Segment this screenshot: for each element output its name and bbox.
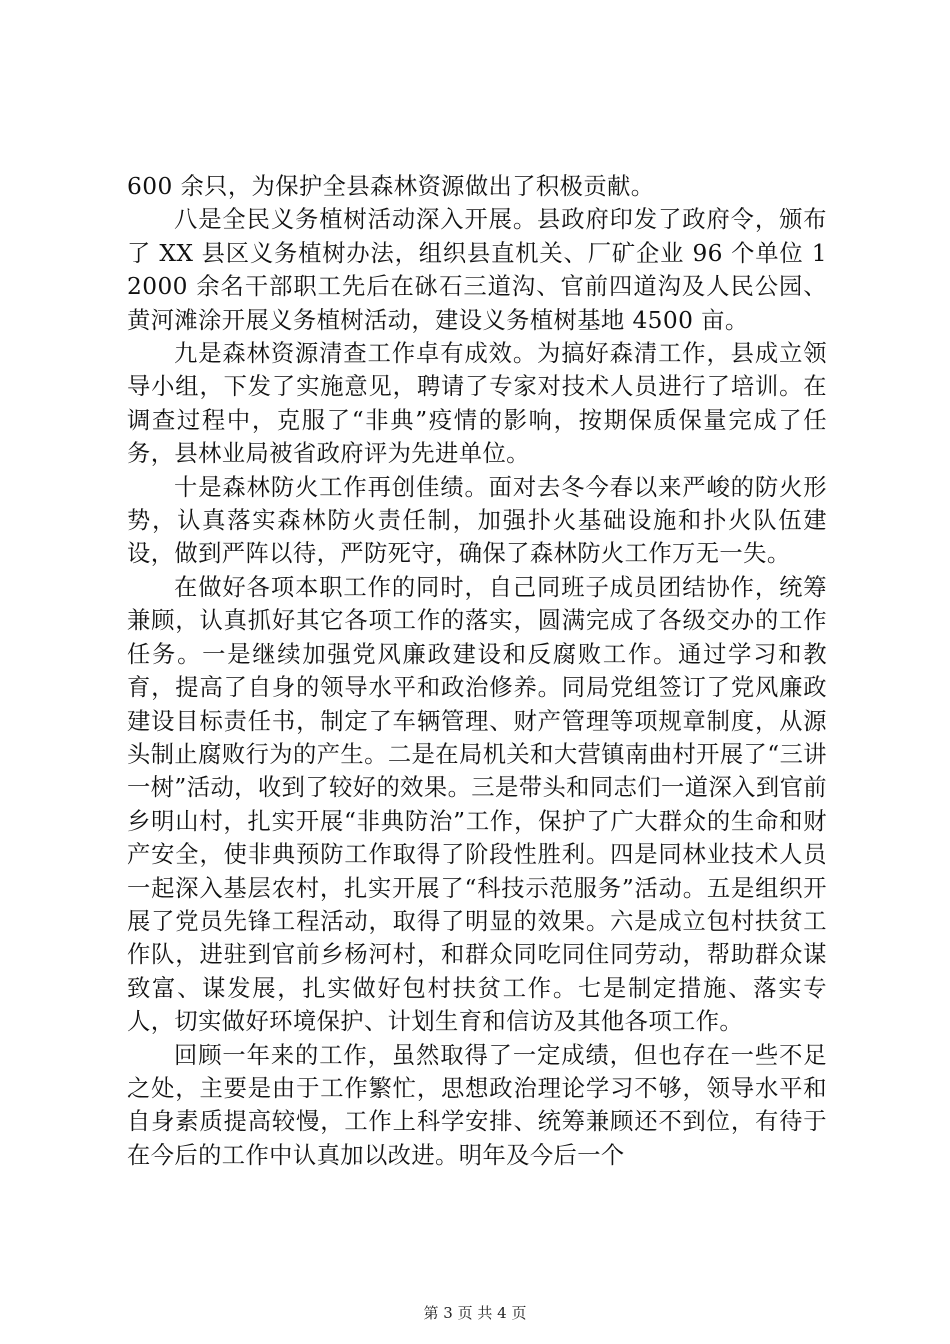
paragraph-other-work: 在做好各项本职工作的同时，自己同班子成员团结协作，统筹兼顾，认真抓好其它各项工作的落实，圆满完成了各级交办的工作任务。一是继续加强党风廉政建设和反腐败工作。通过学习和教育，提高了自身的领导水平和政治修养。同局党组签订了党风廉政建设目标责任书，制定了车辆管理、财产管理等项规章制度，从源头制止腐败行为的产生。二是在局机关和大营镇南曲村开展了“三讲一树”活动，收到了较好的效果。三是带头和同志们一道深入到官前乡明山村，扎实开展“非典防治”工作，保护了广大群众的生命和财产安全，使非典预防工作取得了阶段性胜利。四是同林业技术人员一起深入基层农村，扎实开展了“科技示范服务”活动。五是组织开展了党员先锋工程活动，取得了明显的效果。六是成立包村扶贫工作队，进驻到官前乡杨河村，和群众同吃同住同劳动，帮助群众谋致富、谋发展，扎实做好包村扶贫工作。七是制定措施、落实专人，切实做好环境保护、计划生育和信访及其他各项工作。 xyxy=(127,573,827,1036)
paragraph-tree-planting: 八是全民义务植树活动深入开展。县政府印发了政府令，颁布了 XX 县区义务植树办法，组织县直机关、厂矿企业 96 个单位 12000 余名干部职工先后在砯石三道沟、官前四道沟及人民公园、黄河滩涂开展义务植树活动，建设义务植树基地 4500 亩。 xyxy=(127,206,827,334)
paragraph-continuation: 600 余只，为保护全县森林资源做出了积极贡献。 xyxy=(127,173,655,200)
paragraph-forest-inventory: 九是森林资源清查工作卓有成效。为搞好森清工作，县成立领导小组，下发了实施意见，聘请了专家对技术人员进行了培训。在调查过程中，克服了“非典”疫情的影响，按期保质保量完成了任务，县林业局被省政府评为先进单位。 xyxy=(127,340,827,468)
paragraph-review: 回顾一年来的工作，虽然取得了一定成绩，但也存在一些不足之处，主要是由于工作繁忙，思想政治理论学习不够，领导水平和自身素质提高较慢，工作上科学安排、统筹兼顾还不到位，有待于在今后的工作中认真加以改进。明年及今后一个 xyxy=(127,1041,827,1169)
document-body xyxy=(127,170,827,1172)
paragraph-fire-prevention: 十是森林防火工作再创佳绩。面对去冬今春以来严峻的防火形势，认真落实森林防火责任制，加强扑火基础设施和扑火队伍建设，做到严阵以待，严防死守，确保了森林防火工作万无一失。 xyxy=(127,473,827,568)
page-footer: 第 3 页 共 4 页 xyxy=(423,1304,527,1322)
